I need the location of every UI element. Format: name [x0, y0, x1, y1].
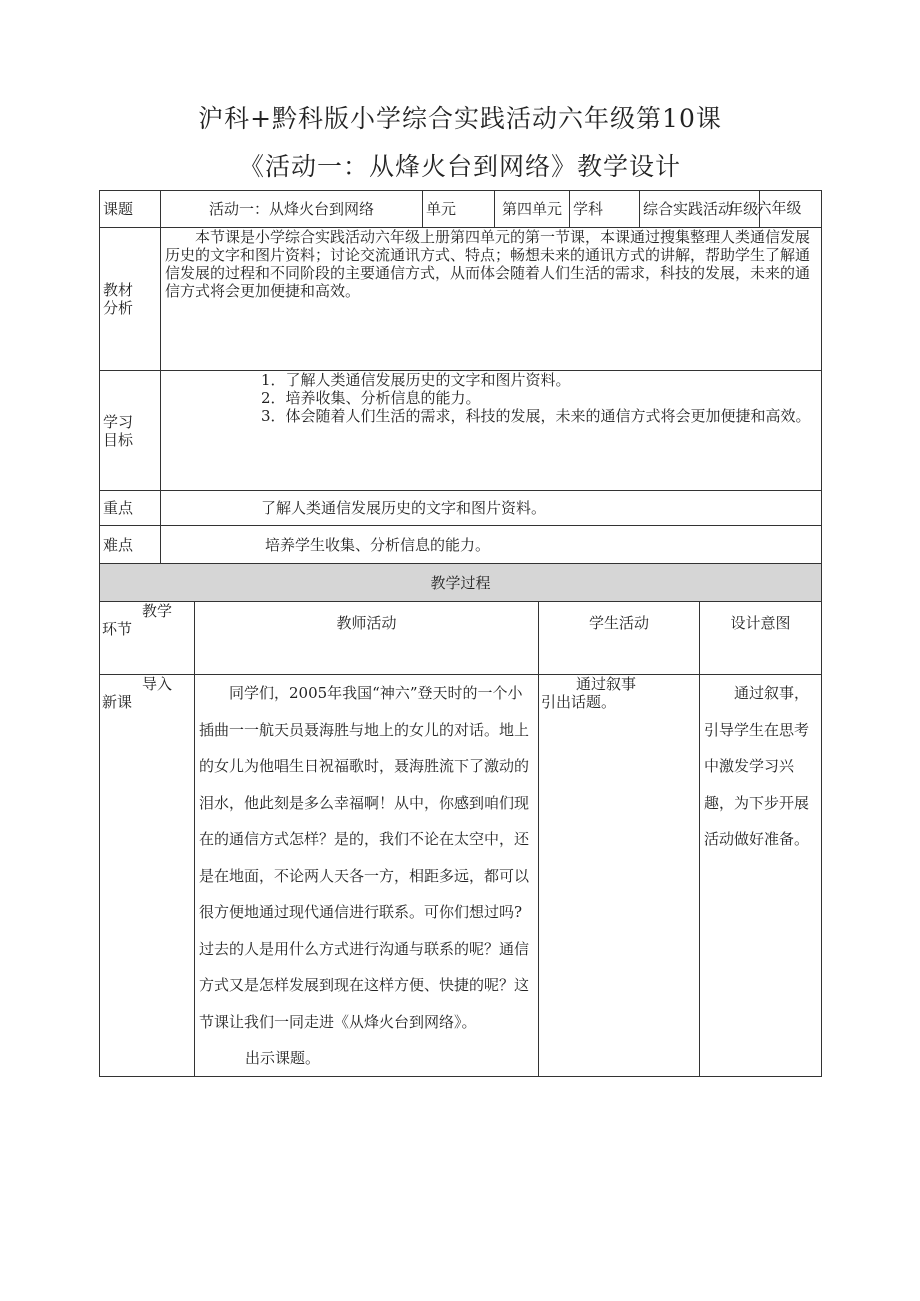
subject-label: 学科 — [570, 191, 640, 228]
analysis-label — [100, 228, 161, 371]
process-header-row — [100, 602, 822, 675]
topic-value: 活动一：从烽火台到网络 — [161, 191, 423, 228]
difficulty-label: 难点 — [100, 526, 161, 564]
grade-value: 六年级 — [756, 199, 802, 217]
student-activity-1: 通过叙事 — [576, 675, 637, 693]
goals-label-1: 学习 — [103, 412, 134, 431]
analysis-text: 本节课是小学综合实践活动六年级上册第四单元的第一节课，本课通过搜集整理人类通信发展历史的文字和图片资料；讨论交流通讯方式、特点；畅想未来的通讯方式的讲解，帮助学生了解通信发展的过程和不同阶段的主要通信方式，从而体会随着人们生活的需求，科技的发展，未来的通信方式将会更加便捷和高效。 — [161, 228, 822, 371]
goals-list — [161, 371, 822, 491]
stage-2: 新课 — [102, 693, 133, 711]
student-activity-cell — [539, 675, 700, 1077]
goals-label-2: 目标 — [103, 430, 134, 449]
goal-item: 1．了解人类通信发展历史的文字和图片资料。 — [261, 371, 571, 389]
goals-label — [100, 371, 161, 491]
document-title-line1: 沪科+黔科版小学综合实践活动六年级第10课 — [198, 104, 722, 133]
col-stage-1: 教学 — [142, 602, 173, 620]
teacher-activity-text: 同学们，2005年我国“神六”登天时的一个小插曲一一航天员聂海胜与地上的女儿的对话。地上的女儿为他唱生日祝福歌时，聂海胜流下了激动的泪水，他此刻是多么幸福啊！从中，你感到咱们现在的通信方式怎样？是的，我们不论在太空中，还是在地面，不论两人天各一方，相距多远，都可以很方便地通过现代通信进行联系。可你们想过吗?过去的人是用什么方式进行沟通与联系的呢？通信方式又是怎样发展到现在这样方便、快捷的呢？这节课让我们一同走进《从烽火台到网络》。 — [199, 684, 530, 1031]
col-student-header: 学生活动 — [539, 602, 700, 675]
analysis-label-1: 教材 — [103, 281, 134, 299]
topic-label: 课题 — [100, 191, 161, 228]
goal-item: 3．体会随着人们生活的需求，科技的发展，未来的通信方式将会更加便捷和高效。 — [261, 407, 811, 425]
key-point-label: 重点 — [100, 491, 161, 526]
goals-row — [100, 371, 822, 491]
process-heading: 教学过程 — [100, 564, 822, 602]
lesson-plan-table — [99, 190, 822, 1077]
col-teacher-header: 教师活动 — [195, 602, 539, 675]
info-row — [100, 191, 822, 228]
stage-1: 导入 — [142, 675, 173, 693]
design-intent-text: 通过叙事，引导学生在思考中激发学习兴趣，为下步开展活动做好准备。 — [700, 675, 822, 1077]
unit-label: 单元 — [423, 191, 495, 228]
student-activity-2: 引出话题。 — [541, 693, 617, 711]
analysis-row — [100, 228, 822, 371]
col-stage-header — [100, 602, 195, 675]
key-point-row — [100, 491, 822, 526]
grade-label: 年级 — [728, 200, 759, 218]
process-row — [100, 675, 822, 1077]
analysis-label-2: 分析 — [103, 299, 134, 317]
stage-cell — [100, 675, 195, 1077]
teacher-activity-cell — [195, 675, 539, 1077]
process-heading-row — [100, 564, 822, 602]
document-title-line2: 《活动一：从烽火台到网络》教学设计 — [238, 152, 681, 181]
key-point-text: 了解人类通信发展历史的文字和图片资料。 — [161, 491, 822, 526]
difficulty-text: 培养学生收集、分析信息的能力。 — [161, 526, 822, 564]
goal-item: 2．培养收集、分析信息的能力。 — [261, 389, 481, 407]
col-stage-2: 环节 — [102, 620, 133, 638]
subject-value: 综合实践活动 — [640, 191, 760, 228]
col-intent-header: 设计意图 — [700, 602, 822, 675]
difficulty-row — [100, 526, 822, 564]
teacher-activity-text-2: 出示课题。 — [245, 1049, 321, 1067]
unit-value: 第四单元 — [495, 191, 570, 228]
